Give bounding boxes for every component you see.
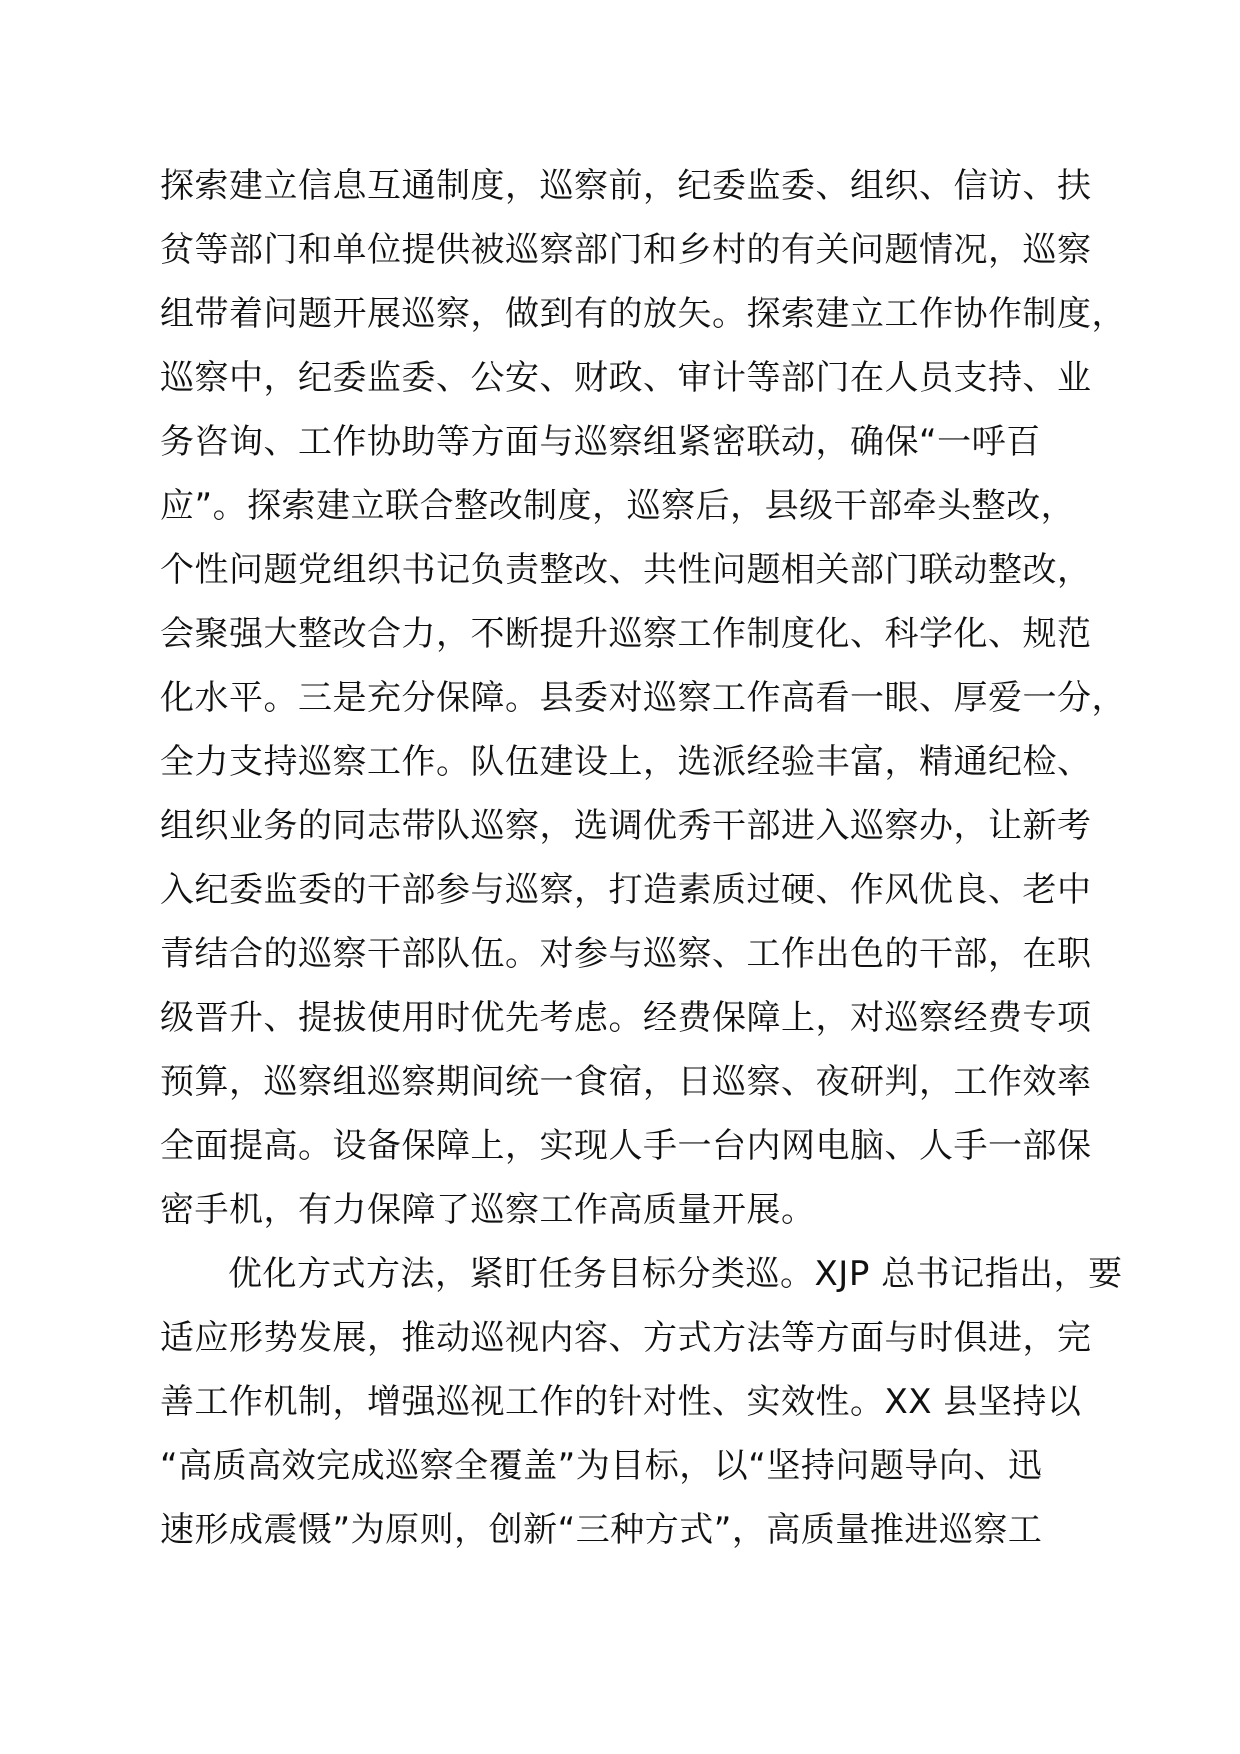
text-line: 探索建立信息互通制度，巡察前，纪委监委、组织、信访、扶 [160, 166, 1092, 206]
text-line: 预算，巡察组巡察期间统一食宿，日巡察、夜研判，工作效率 [160, 1062, 1092, 1102]
text-line: 密手机，有力保障了巡察工作高质量开展。 [160, 1190, 816, 1230]
text-line: 入纪委监委的干部参与巡察，打造素质过硬、作风优良、老中 [160, 870, 1092, 910]
text-line: 全力支持巡察工作。队伍建设上，选派经验丰富，精通纪检、 [160, 742, 1092, 782]
body-text [160, 154, 1126, 1562]
text-line: 个性问题党组织书记负责整改、共性问题相关部门联动整改， [160, 550, 1092, 590]
paragraph-start-line: 优化方式方法，紧盯任务目标分类巡。XJP 总书记指出，要 [228, 1254, 1123, 1294]
text-line: 贫等部门和单位提供被巡察部门和乡村的有关问题情况，巡察 [160, 230, 1092, 270]
text-line: 务咨询、工作协助等方面与巡察组紧密联动，确保“一呼百 [160, 422, 1041, 462]
text-line: 级晋升、提拔使用时优先考虑。经费保障上，对巡察经费专项 [160, 998, 1092, 1038]
text-line: 适应形势发展，推动巡视内容、方式方法等方面与时俱进，完 [160, 1318, 1092, 1358]
text-line: 会聚强大整改合力，不断提升巡察工作制度化、科学化、规范 [160, 614, 1092, 654]
text-line: 青结合的巡察干部队伍。对参与巡察、工作出色的干部，在职 [160, 934, 1092, 974]
text-line: 速形成震慑”为原则，创新“三种方式”，高质量推进巡察工 [160, 1510, 1043, 1550]
text-line: 化水平。三是充分保障。县委对巡察工作高看一眼、厚爱一分， [160, 678, 1126, 718]
text-line: 组织业务的同志带队巡察，选调优秀干部进入巡察办，让新考 [160, 806, 1092, 846]
text-line: 组带着问题开展巡察，做到有的放矢。探索建立工作协作制度， [160, 294, 1126, 334]
text-line: 全面提高。设备保障上，实现人手一台内网电脑、人手一部保 [160, 1126, 1092, 1166]
text-line: “高质高效完成巡察全覆盖”为目标，以“坚持问题导向、迅 [160, 1446, 1043, 1486]
text-line: 应”。探索建立联合整改制度，巡察后，县级干部牵头整改， [160, 486, 1076, 526]
text-line: 巡察中，纪委监委、公安、财政、审计等部门在人员支持、业 [160, 358, 1092, 398]
text-line: 善工作机制，增强巡视工作的针对性、实效性。XX 县坚持以 [160, 1382, 1082, 1422]
